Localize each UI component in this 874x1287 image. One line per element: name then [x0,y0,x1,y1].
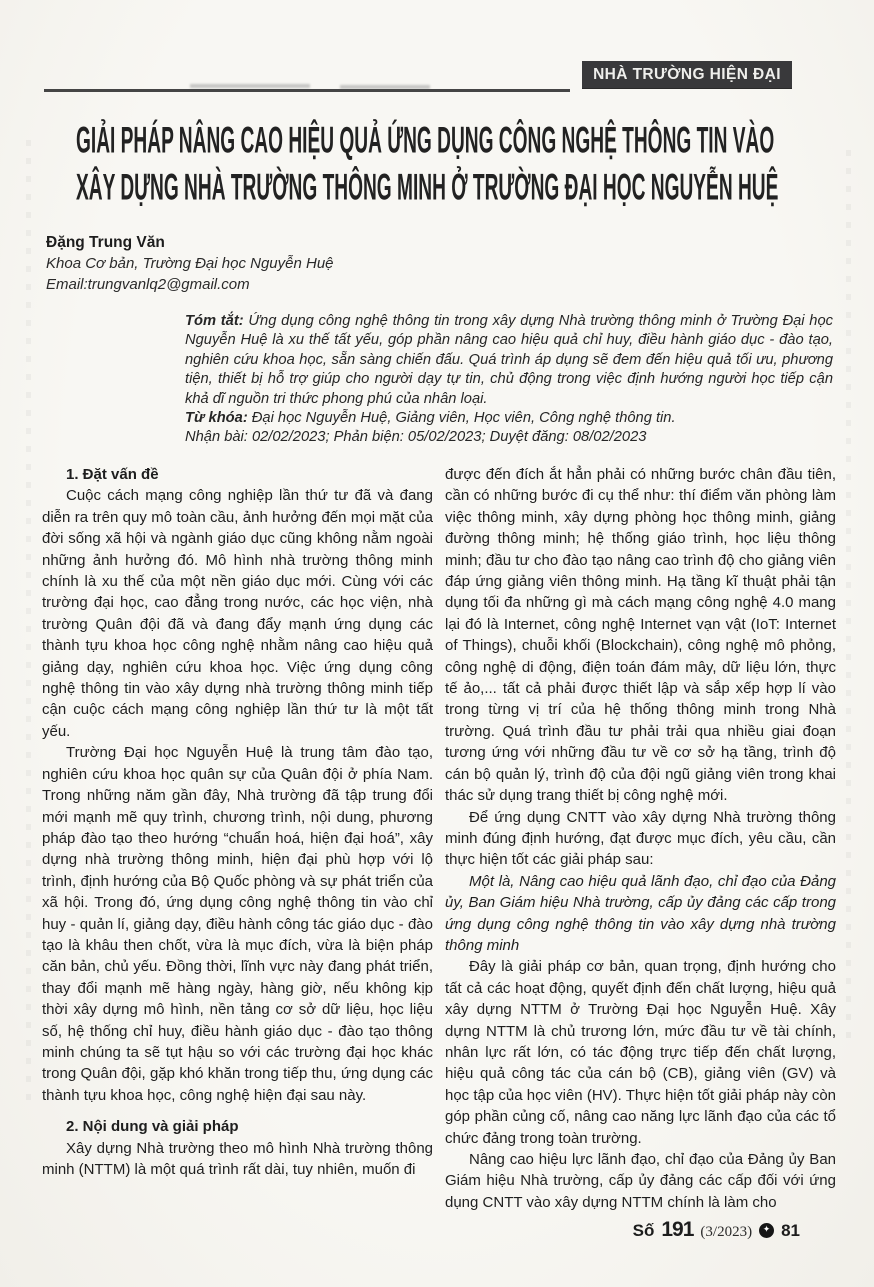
body-paragraph: Nâng cao hiệu lực lãnh đạo, chỉ đạo của Đảng ủy Ban Giám hiệu Nhà trường, cấp ủy đảng các cấp đối với ứng dụng CNTT vào xây dựng NTTM chính là làm cho [445,1151,836,1211]
section-heading-1: 1. Đặt vấn đề [66,466,159,483]
keywords-label: Từ khóa: [185,410,248,427]
body-paragraph: Đây là giải pháp cơ bản, quan trọng, định hướng cho tất cả các hoạt động, quyết định đến chất lượng, hiệu quả xây dựng NTTM ở Trường Đại học Nguyễn Huệ. Xây dựng NTTM là chủ trương lớn, mức đầu tư về tài chính, nhân lực rất lớn, có tác động trực tiếp đến chất lượng, hiệu quả công tác của cán bộ (CB), giảng viên (GV) và học tập của học viên (HV). Thực hiện tốt giải pháp này còn góp phần củng cố, nâng cao năng lực lãnh đạo của các tổ chức đảng trong toàn trường. [445,958,836,1147]
body-paragraph-solution-1: Một là, Nâng cao hiệu quả lãnh đạo, chỉ đạo của Đảng ủy, Ban Giám hiệu Nhà trường, cấp ủy đảng các cấp trong ứng dụng công nghệ thông tin vào xây dựng nhà trường thông minh [445,872,836,954]
bleed-through-left [26,140,31,1100]
author-name: Đặng Trung Văn [46,234,165,251]
abstract-block [185,312,833,448]
section-heading-2: 2. Nội dung và giải pháp [66,1118,239,1136]
article-title-line-2: XÂY DỰNG NHÀ TRƯỜNG THÔNG MINH Ở TRƯỜNG ĐẠI HỌC NGUYỄN HUỆ [76,165,779,208]
section-badge-label: NHÀ TRƯỜNG HIỆN ĐẠI [593,65,781,83]
author-email: Email:trungvanlq2@gmail.com [46,276,250,293]
author-block [46,232,466,295]
journal-issue-date: (3/2023) [700,1224,753,1240]
body-paragraph: Trường Đại học Nguyễn Huệ là trung tâm đào tạo, nghiên cứu khoa học quân sự của Quân đội ở phía Nam. Trong những năm gần đây, Nhà trường đã tập trung đổi mới mạnh mẽ quy trình, chương trình, nội dung, phương pháp đào tạo theo hướng “chuẩn hoá, hiện đại hoá”, xây dựng nhà trường thông minh, hiện đại phù hợp với lộ trình, định hướng của Bộ Quốc phòng và sự phát triển của xã hội. Trong đó, ứng dụng công nghệ thông tin vào chỉ huy - quản lí, giảng dạy, điều hành công tác giáo dục - đào tạo là khâu then chốt, vừa là mục đích, vừa là biện pháp căn bản, chủ yếu. Đồng thời, lĩnh vực này đang phát triển, thay đổi mạnh mẽ hàng ngày, hàng giờ, nếu không kịp thời xây dựng mô hình, nền tảng cơ sở dữ liệu, học liệu số, hệ thống chỉ huy, điều hành giáo dục - đào tạo thông minh chúng ta sẽ tụt hậu so với các trường đại học khác trong Quân đội, gặp khó khăn trong tiếp thu, ứng dụng các thành tựu khoa học, công nghệ hiện đại sau này. [42,744,433,1104]
abstract-label: Tóm tắt: [185,313,244,329]
journal-star-icon: ✦ [759,1223,774,1238]
abstract-paragraph [185,312,833,409]
keywords-line [185,409,833,428]
dates-line: Nhận bài: 02/02/2023; Phản biện: 05/02/2023; Duyệt đăng: 08/02/2023 [185,429,647,446]
body-paragraph: Để ứng dụng CNTT vào xây dựng Nhà trường thông minh đúng định hướng, đạt được mục đích, yêu cầu, cần thực hiện tốt các giải pháp sau: [445,808,836,869]
abstract-text: Ứng dụng công nghệ thông tin trong xây dựng Nhà trường thông minh ở Trường Đại học Nguyễn Huệ là xu thế tất yếu, góp phần nâng cao hiệu quả chỉ huy, điều hành giáo dục - đào tạo, nghiên cứu khoa học, sẵn sàng chiến đấu. Quá trình áp dụng sẽ đem đến hiệu quả tối ưu, phương tiện, thiết bị hỗ trợ giúp cho người dạy tự tin, chủ động trong việc định hướng người học tiếp cận khả dĩ nguồn tri thức phong phú của nhân loại. [185,313,833,407]
page-number: 81 [781,1221,800,1240]
print-smudge [340,85,430,89]
author-affiliation: Khoa Cơ bản, Trường Đại học Nguyễn Huệ [46,255,334,272]
article-title [76,116,866,210]
journal-issue-number: 191 [661,1218,694,1241]
journal-footer [633,1218,800,1242]
body-paragraph-continuation: được đến đích ắt hẳn phải có những bước chân đầu tiên, cần có những bước đi cụ thể như: thí điểm văn phòng làm việc thông minh, xây dựng phòng học thông minh, giảng đường thông minh; hệ thống giáo trình, học liệu thông minh; đầu tư cho đào tạo nâng cao trình độ cho giảng viên đáp ứng giảng viên thông minh. Hạ tầng kĩ thuật phải tận dụng tối đa những gì mà cách mạng công nghệ 4.0 mang lại đó là Internet, công nghệ Internet vạn vật (IoT: Internet of Things), chuỗi khối (Blockchain), công nghệ mô phỏng, công nghệ di động, điện toán đám mây, dữ liệu lớn, thực tế ảo,... tất cả phải được thiết lập và sắp xếp hợp lí vào trong từng vị trí của hệ thống thông minh trong Nhà trường. Quá trình đầu tư phải trải qua nhiều giai đoạn tương ứng với những đầu tư về cơ sở hạ tầng, trình độ cán bộ quản lý, trình độ của đội ngũ giảng viên trong khai thác sử dụng trang thiết bị công nghệ mới. [445,466,836,805]
left-column [42,464,433,1213]
article-title-line-1: GIẢI PHÁP NÂNG CAO HIỆU QUẢ ỨNG DỤNG CÔNG NGHỆ THÔNG TIN VÀO [76,118,775,161]
right-column [445,464,836,1213]
body-paragraph: Cuộc cách mạng công nghiệp lần thứ tư đã và đang diễn ra trên quy mô toàn cầu, ảnh hưởng đến mọi mặt của đời sống xã hội và ngành giáo dục cũng không nằm ngoài những ảnh hưởng đó. Mô hình nhà trường thông minh chính là xu thế của một nền giáo dục mới. Cùng với các trường đại học, cao đẳng trong nước, các học viện, nhà trường Quân đội đã và đang đẩy mạnh ứng dụng các thành tựu khoa học công nghệ nhằm nâng cao hiệu quả giảng dạy, nghiên cứu khoa học. Việc ứng dụng công nghệ thông tin vào xây dựng nhà trường thông minh tiếp cận cuộc cách mạng công nghiệp lần thứ tư là một tất yếu. [42,487,433,740]
bleed-through-right [846,150,851,1050]
print-smudge [190,84,310,88]
article-body [42,464,836,1213]
body-paragraph: Xây dựng Nhà trường theo mô hình Nhà trường thông minh (NTTM) là một quá trình rất dài, tuy nhiên, muốn đi [42,1139,433,1178]
section-badge [582,61,792,88]
journal-issue-label: Số [632,1221,655,1240]
header-rule [44,89,570,92]
keywords-text: Đại học Nguyễn Huệ, Giảng viên, Học viên, Công nghệ thông tin. [247,410,676,427]
